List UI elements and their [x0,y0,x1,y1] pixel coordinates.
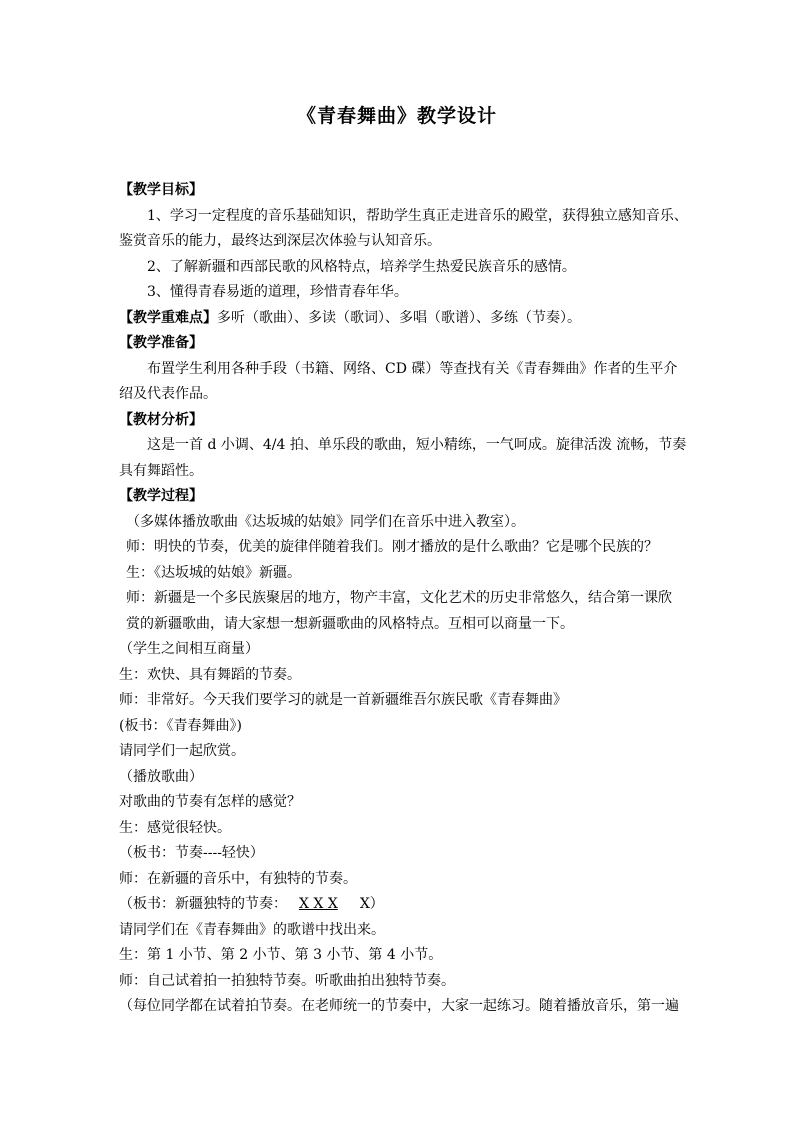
analysis-line-2: 具有舞蹈性。 [119,462,203,479]
goal-item-1-line-1: 1、学习一定程度的音乐基础知识，帮助学生真正走进音乐的殿堂，获得独立感知音乐、 [147,207,688,224]
section-heading-preparation: 【教学准备】 [119,335,203,351]
key-points-text: 多听（歌曲）、多读（歌词）、多唱（歌谱）、多练（节奏）。 [217,309,581,326]
process-paragraph-7: 师：非常好。今天我们要学习的就是一首新疆维吾尔族民歌《青春舞曲》 [119,692,567,708]
section-heading-process: 【教学过程】 [119,488,203,504]
section-heading-goals: 【教学目标】 [119,182,203,198]
process-paragraph-10: （播放歌曲） [119,768,203,785]
process-paragraph-19: （每位同学都在试着拍节奏。在老师统一的节奏中，大家一起练习。随着播放音乐，第一遍 [119,998,679,1014]
goal-item-2: 2、了解新疆和西部民歌的风格特点，培养学生热爱民族音乐的感情。 [147,258,576,275]
process-paragraph-13: （板书：节奏----轻快） [119,845,264,861]
section-heading-analysis: 【教材分析】 [119,411,203,428]
process-paragraph-2: 师：明快的节奏，优美的旋律伴随着我们。刚才播放的是什么歌曲？它是哪个民族的？ [126,539,658,555]
rhythm-note-suffix: ） [369,896,384,912]
process-paragraph-4-line-1: 师：新疆是一个多民族聚居的地方，物产丰富，文化艺术的历史非常悠久，结合第一课欣 [126,590,672,606]
rhythm-note-prefix: （板书：新疆独特的节奏： [119,896,287,912]
process-paragraph-8: (板书：《青春舞曲》) [119,717,242,734]
process-paragraph-11: 对歌曲的节奏有怎样的感觉？ [119,794,301,810]
rhythm-notation-underlined: X X X [299,896,338,912]
goal-item-1-line-2: 鉴赏音乐的能力，最终达到深层次体验与认知音乐。 [119,233,441,249]
process-paragraph-1: （多媒体播放歌曲《达坂城的姑娘》同学们在音乐中进入教室）。 [126,513,525,530]
preparation-line-2: 绍及代表作品。 [119,386,217,402]
process-paragraph-14: 师：在新疆的音乐中，有独特的节奏。 [119,870,357,887]
process-paragraph-18: 师：自己试着拍一拍独特节奏。听歌曲拍出独特节奏。 [119,972,455,989]
goal-item-3: 3、懂得青春易逝的道理，珍惜青春年华。 [147,284,408,300]
process-paragraph-17: 生：第 1 小节、第 2 小节、第 3 小节、第 4 小节。 [119,947,443,963]
process-paragraph-3: 生：《达坂城的姑娘》新疆。 [126,564,301,581]
process-paragraph-15 [119,892,681,918]
document-body [119,178,688,1020]
process-paragraph-5: （学生之间相互商量） [119,641,259,657]
process-paragraph-12: 生：感觉很轻快。 [119,819,231,836]
section-heading-key-points: 【教学重难点】 [119,309,217,326]
key-points-paragraph [119,306,681,332]
rhythm-notation-x: X [359,896,370,912]
process-paragraph-4-line-2: 赏的新疆歌曲，请大家想一想新疆歌曲的风格特点。互相可以商量一下。 [126,615,574,632]
process-paragraph-16: 请同学们在《青春舞曲》的歌谱中找出来。 [119,921,385,938]
process-paragraph-9: 请同学们一起欣赏。 [119,743,245,759]
preparation-line-1: 布置学生利用各种手段（书籍、网络、CD 碟）等查找有关《青春舞曲》作者的生平介 [147,360,678,377]
document-title: 《青春舞曲》教学设计 [296,105,497,127]
analysis-line-1: 这是一首 d 小调、4/4 拍、单乐段的歌曲，短小精练，一气呵成。旋律活泼 流畅，节奏 [147,437,687,453]
process-paragraph-6: 生：欢快、具有舞蹈的节奏。 [119,666,301,683]
